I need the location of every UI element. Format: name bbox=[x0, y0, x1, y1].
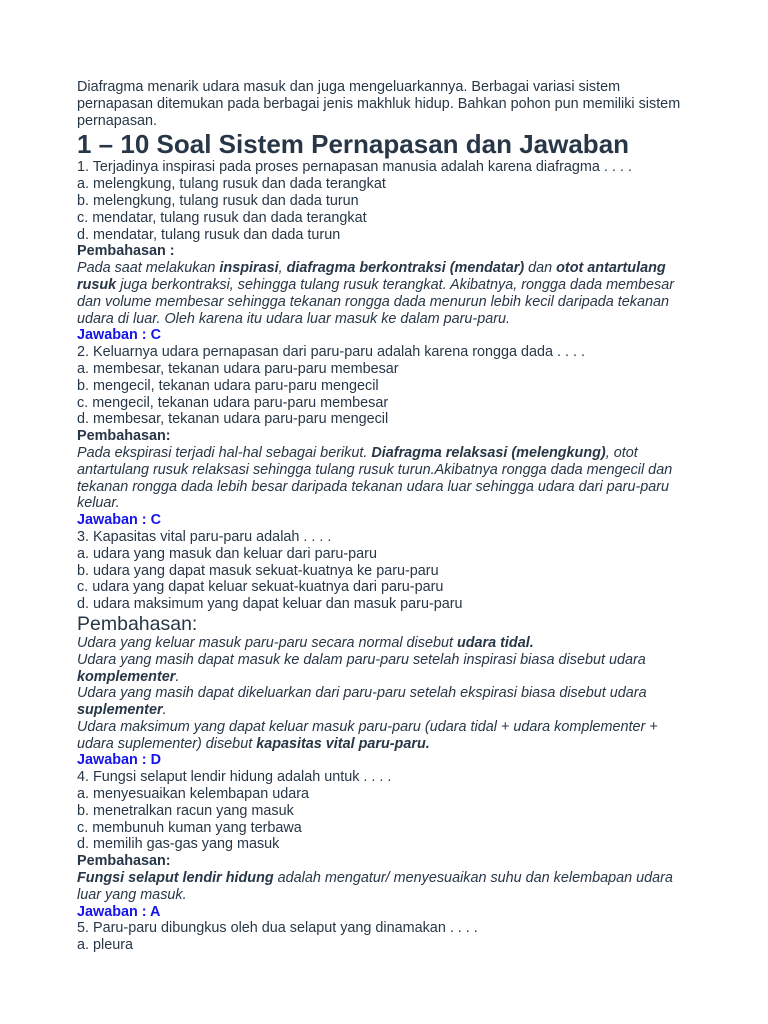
question-block-3 bbox=[77, 529, 697, 769]
explanation-text bbox=[77, 260, 697, 327]
expl-text: dan bbox=[524, 260, 557, 277]
option-d: d. memilih gas-gas yang masuk bbox=[77, 836, 280, 853]
option-c: c. membunuh kuman yang terbawa bbox=[77, 819, 302, 836]
expl-emphasis: udara tidal. bbox=[456, 634, 534, 651]
expl-text: , otot antartulang rusuk relaksasi sehingga tulang rusuk turun.Akibatnya rongga dada mengecil dan tekanan rongga dada lebih besar daripada tekanan udara luar sehingga udara dari paru-paru keluar. bbox=[77, 444, 673, 512]
question-block-2 bbox=[77, 344, 697, 529]
explanation-line-2 bbox=[77, 652, 697, 686]
explanation-label: Pembahasan : bbox=[77, 243, 175, 260]
expl-text: . bbox=[162, 702, 167, 719]
page-heading: 1 – 10 Soal Sistem Pernapasan dan Jawaban bbox=[77, 129, 630, 160]
option-c: c. udara yang dapat keluar sekuat-kuatnya dari paru-paru bbox=[77, 579, 444, 596]
option-a: a. membesar, tekanan udara paru-paru membesar bbox=[77, 360, 399, 377]
option-b: b. udara yang dapat masuk sekuat-kuatnya ke paru-paru bbox=[77, 562, 439, 579]
answer-key: Jawaban : D bbox=[77, 752, 161, 769]
option-c: c. mendatar, tulang rusuk dan dada terangkat bbox=[77, 209, 367, 226]
expl-text: Udara maksimum yang dapat keluar masuk paru-paru (udara tidal + udara komplementer + udara suplementer) disebut bbox=[77, 718, 658, 752]
option-a: a. udara yang masuk dan keluar dari paru-paru bbox=[77, 545, 377, 562]
question-block-4 bbox=[77, 769, 697, 920]
option-c: c. mengecil, tekanan udara paru-paru membesar bbox=[77, 394, 389, 411]
explanation-text bbox=[77, 445, 697, 512]
explanation-heading: Pembahasan: bbox=[77, 612, 198, 635]
expl-text: Udara yang masih dapat masuk ke dalam paru-paru setelah inspirasi biasa disebut udara bbox=[77, 651, 646, 668]
option-d: d. mendatar, tulang rusuk dan dada turun bbox=[77, 226, 341, 243]
expl-text: . bbox=[175, 668, 180, 685]
option-a: a. melengkung, tulang rusuk dan dada terangkat bbox=[77, 176, 386, 193]
question-block-1 bbox=[77, 159, 697, 344]
explanation-line-1 bbox=[77, 635, 697, 652]
answer-key: Jawaban : C bbox=[77, 512, 161, 529]
expl-text: Pada saat melakukan bbox=[77, 260, 220, 277]
expl-text: adalah mengatur/ menyesuaikan suhu dan kelembapan udara luar yang masuk. bbox=[77, 870, 673, 903]
explanation-label: Pembahasan: bbox=[77, 428, 171, 445]
expl-text: , bbox=[278, 260, 287, 277]
question-text: 4. Fungsi selaput lendir hidung adalah untuk . . . . bbox=[77, 769, 392, 786]
expl-emphasis: diafragma berkontraksi (mendatar) bbox=[286, 260, 525, 277]
question-text: 5. Paru-paru dibungkus oleh dua selaput yang dinamakan . . . . bbox=[77, 920, 478, 937]
intro-paragraph: Diafragma menarik udara masuk dan juga mengeluarkannya. Berbagai variasi sistem pernapasan ditemukan pada berbagai jenis makhluk hidup. Bahkan pohon pun memiliki sistem pernapasan. bbox=[77, 79, 681, 129]
question-text: 2. Keluarnya udara pernapasan dari paru-paru adalah karena rongga dada . . . . bbox=[77, 344, 586, 361]
expl-text: juga berkontraksi, sehingga tulang rusuk terangkat. Akibatnya, rongga dada membesar dan volume membesar sehingga tekanan rongga dada menurun lebih kecil daripada tekanan udara di luar. Oleh karena itu udara luar masuk ke dalam paru-paru. bbox=[77, 276, 675, 327]
option-d: d. membesar, tekanan udara paru-paru mengecil bbox=[77, 411, 389, 428]
expl-emphasis: kapasitas vital paru-paru. bbox=[256, 735, 430, 752]
expl-emphasis: komplementer bbox=[77, 668, 176, 685]
expl-text: Udara yang masih dapat dikeluarkan dari paru-paru setelah ekspirasi biasa disebut udara bbox=[77, 685, 647, 702]
answer-key: Jawaban : C bbox=[77, 327, 161, 344]
expl-emphasis: suplementer bbox=[77, 702, 163, 719]
explanation-label: Pembahasan: bbox=[77, 853, 171, 870]
question-text: 3. Kapasitas vital paru-paru adalah . . . . bbox=[77, 528, 332, 545]
answer-key: Jawaban : A bbox=[77, 903, 161, 920]
expl-emphasis: inspirasi bbox=[219, 260, 279, 277]
option-b: b. melengkung, tulang rusuk dan dada turun bbox=[77, 192, 359, 209]
expl-text: Udara yang keluar masuk paru-paru secara normal disebut bbox=[77, 634, 457, 651]
document-body bbox=[77, 79, 697, 954]
question-text: 1. Terjadinya inspirasi pada proses pernapasan manusia adalah karena diafragma . . . . bbox=[77, 159, 632, 176]
explanation-text bbox=[77, 870, 697, 904]
expl-emphasis: otot antartulang rusuk bbox=[77, 260, 666, 293]
option-a: a. menyesuaikan kelembapan udara bbox=[77, 786, 309, 803]
expl-emphasis: Diafragma relaksasi (melengkung) bbox=[371, 444, 606, 461]
option-a: a. pleura bbox=[77, 937, 134, 954]
option-b: b. menetralkan racun yang masuk bbox=[77, 802, 294, 819]
expl-emphasis: Fungsi selaput lendir hidung bbox=[77, 870, 274, 887]
option-b: b. mengecil, tekanan udara paru-paru mengecil bbox=[77, 377, 379, 394]
option-d: d. udara maksimum yang dapat keluar dan masuk paru-paru bbox=[77, 596, 463, 613]
question-block-5 bbox=[77, 920, 697, 954]
explanation-line-4 bbox=[77, 719, 697, 753]
expl-text: Pada ekspirasi terjadi hal-hal sebagai berikut. bbox=[77, 444, 372, 461]
explanation-line-3 bbox=[77, 685, 697, 719]
